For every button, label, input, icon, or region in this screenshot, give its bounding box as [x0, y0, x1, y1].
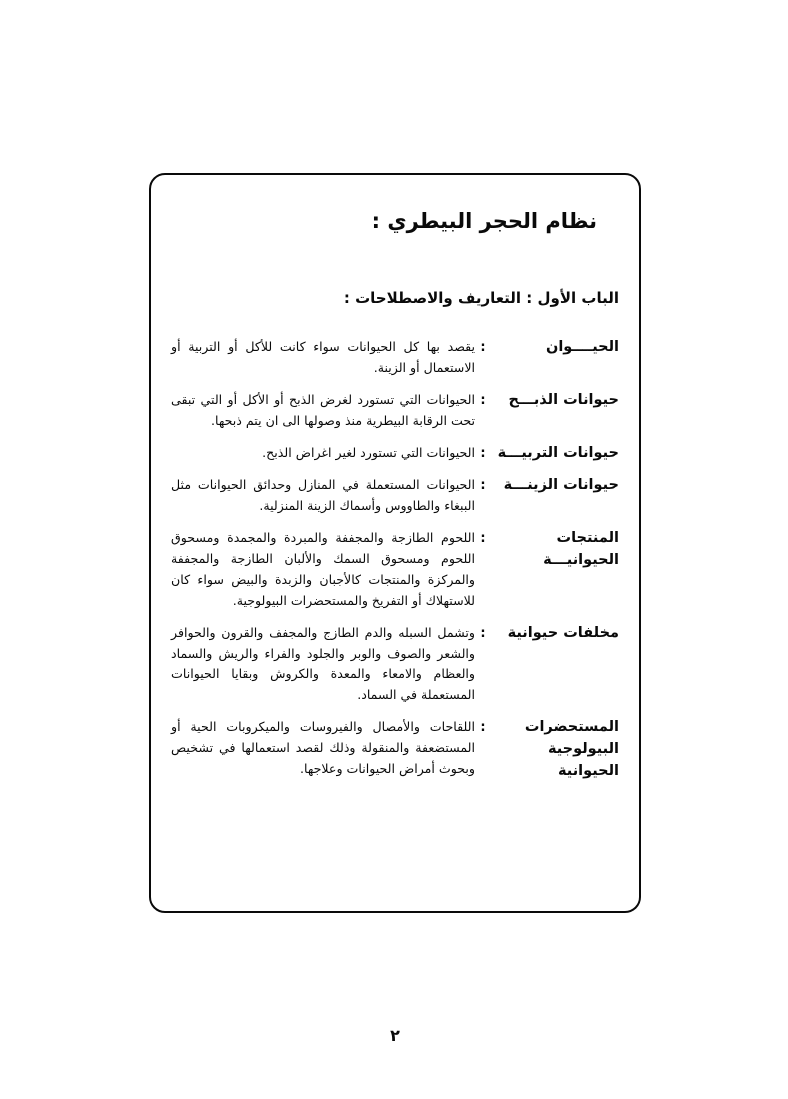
definition-colon: :: [480, 625, 486, 641]
definition-text: الحيوانات التي تستورد لغرض الذبح أو الأكل أو التي تبقى تحت الرقابة البيطرية منذ وصولها الى ان يتم ذبحها.: [171, 391, 475, 428]
definition-row: [171, 528, 619, 612]
definition-row: [171, 717, 619, 782]
definition-text: الحيوانات المستعملة في المنازل وحدائق الحيوانات مثل الببغاء والطاووس وأسماك الزينة المنزلية.: [171, 477, 475, 514]
definition-row: [171, 443, 619, 465]
definition-colon: :: [480, 340, 486, 355]
definition-colon: :: [480, 445, 486, 461]
definition-term: حيوانات التربيـــة: [497, 444, 619, 461]
definition-row: [171, 390, 619, 432]
definition-text: وتشمل السبله والدم الطازج والمجفف والقرون والحوافر والشعر والصوف والوبر والجلود والفراء والريش والسماد والعظام والامعاء والمعدة والكروش وبقايا الحيوانات المستعملة في السماد.: [171, 624, 475, 703]
definition-colon: :: [480, 478, 486, 494]
page-number: ٢: [390, 1026, 400, 1045]
definition-row: [171, 475, 619, 517]
definition-text: اللقاحات والأمصال والفيروسات والميكروبات الحية أو المستضعفة والمنقولة وذلك لقصد استعمالها في تشخيص وبحوث أمراض الحيوانات وعلاجها.: [171, 719, 475, 776]
definition-term: الحيــــوان: [545, 339, 619, 355]
chapter-heading: الباب الأول : التعاريف والاصطلاحات :: [343, 289, 619, 307]
document-frame: [149, 173, 641, 913]
definition-text: اللحوم الطازجة والمجففة والمبردة والمجمدة ومسحوق اللحوم ومسحوق السمك والألبان الطازجة والمجففة والمركزة والمنتجات كالأجبان والزبدة والبيض سواء كان للاستهلاك أو التفريخ والمستحضرات البيولوجية.: [171, 530, 475, 608]
definition-text: الحيوانات التي تستورد لغير اغراض الذبح.: [262, 444, 475, 460]
definition-colon: :: [480, 531, 486, 547]
definitions-list: [171, 337, 619, 782]
definition-term: المنتجات الحيوانيـــة: [543, 530, 619, 568]
document-title: نظام الحجر البيطري :: [371, 209, 597, 233]
definition-term: مخلفات حيوانية: [507, 624, 619, 641]
definition-row: [171, 623, 619, 707]
definition-term: حيوانات الزينـــة: [503, 477, 619, 494]
definition-colon: :: [480, 392, 486, 408]
definition-text: يقصد بها كل الحيوانات سواء كانت للأكل أو التربية أو الاستعمال أو الزينة.: [171, 339, 475, 375]
definition-term: حيوانات الذبـــح: [508, 391, 619, 408]
definition-term: المستحضرات البيولوجية الحيوانية: [524, 719, 619, 779]
definition-colon: :: [480, 720, 486, 736]
definition-row: [171, 337, 619, 379]
